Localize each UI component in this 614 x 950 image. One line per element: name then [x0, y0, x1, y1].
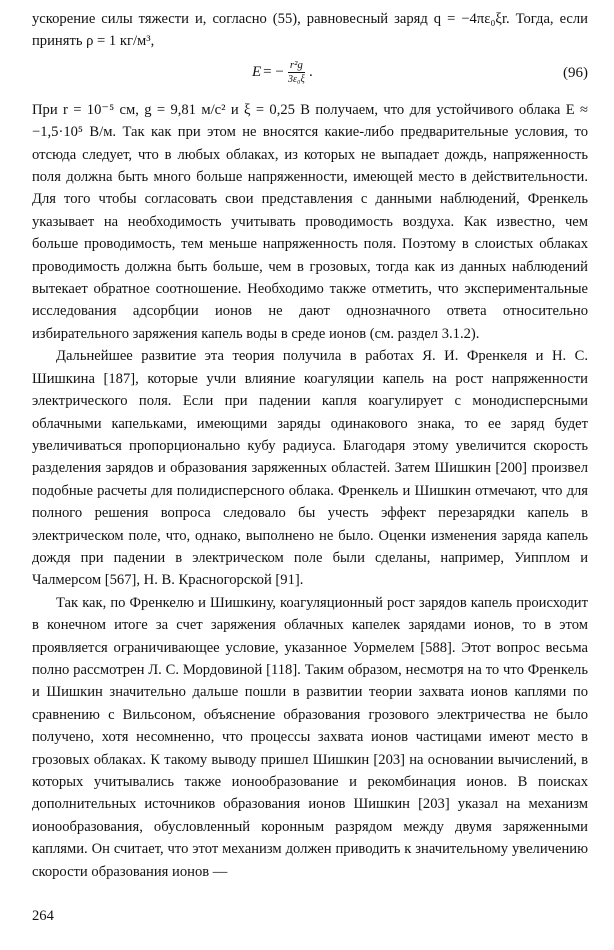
- equation-number: (96): [563, 64, 588, 81]
- formula-lhs: E: [252, 63, 262, 80]
- formula-numerator: r²g: [289, 58, 303, 71]
- page-number: 264: [32, 908, 54, 924]
- formula-expression: [252, 59, 313, 86]
- formula-fraction: [288, 59, 305, 86]
- formula-equals: = −: [263, 63, 284, 80]
- formula-96: [32, 53, 588, 99]
- formula-tail: .: [308, 63, 313, 80]
- paragraph-4: Так как, по Френкелю и Шишкину, коагуляционный рост зарядов капель происходит в конечном итоге за счет заряжения облачных капелек зарядами ионов, то в этом проявляется ограничивающее условие, указанное Уормелем [588]. Этот вопрос весьма полно рассмотрен Л. С. Мордовиной [118]. Таким образом, несмотря на то что Френкель и Шишкин значительно дальше пошли в развитии теории захвата ионов каплями по сравнению с Вильсоном, объяснение образования грозового электричества не было получено, хотя несомненно, что процессы захвата ионов частицами имеют место в грозовых облаках. К такому выводу пришел Шишкин [203] на основании вычислений, в которых учитывались также ионообразование и рекомбинация ионов. В поисках дополнительных источников образования ионов Шишкин [203] указал на механизм ионообразования, обусловленный коронным разрядом между двумя заряженными каплями. Он считает, что этот механизм должен приводить к значительному увеличению скорости образования ионов —: [32, 594, 588, 880]
- paragraph-3: Дальнейшее развитие эта теория получила в работах Я. И. Френкеля и Н. С. Шишкина [187], которые учли влияние коагуляции капель на рост напряженности электрического поля. Если при падении капля коагулирует с монодисперсными облачными капельками, имеющими заряды одинакового знака, то ее заряд будет увеличиваться пропорционально кубу радиуса. Благодаря этому увеличится скорость разделения зарядов и образования заряженных областей. Затем Шишкин [200] произвел подобные расчеты для полидисперсного облака. Френкель и Шишкин отмечают, что для полного решения вопроса следовало бы учесть эффект перезарядки капель в электрическом поле, что, однако, выполнено не было. Оценки изменения заряда капель дождя при падении в электрическом поле были сделаны, например, Уипплом и Чалмерсом [567], Н. В. Красногорской [91].: [32, 348, 588, 589]
- formula-denominator: 3ε₀ξ: [288, 73, 305, 85]
- page-body: [32, 8, 588, 883]
- paragraph-2: При r = 10⁻⁵ см, g = 9,81 м/с² и ξ = 0,25 В получаем, что для устойчивого облака E ≈ −1,5·10⁵ В/м. Так как при этом не вносятся какие-либо предварительные условия, то отсюда следует, что в любых облаках, из которых не выпадает дождь, напряженность поля должна быть много больше напряженности, имеющей место в действительности. Для того чтобы согласовать свои представления с данными наблюдений, Френкель указывает на необходимость учитывать проводимость воздуха. Как известно, чем больше проводимость, тем меньше напряженность поля. Поэтому в слоистых облаках проводимость должна быть больше, чем в грозовых, тогда как из данных наблюдений вытекает обратное соотношение. Необходимо также отметить, что экспериментальные исследования адсорбции ионов не дают однозначного ответа относительно избирательного заряжения капель воды в среде ионов (см. раздел 3.1.2).: [32, 101, 588, 342]
- paragraph-1: ускорение силы тяжести и, согласно (55), равновесный заряд q = −4πε₀ξr. Тогда, если принять ρ = 1 кг/м³,: [32, 11, 588, 50]
